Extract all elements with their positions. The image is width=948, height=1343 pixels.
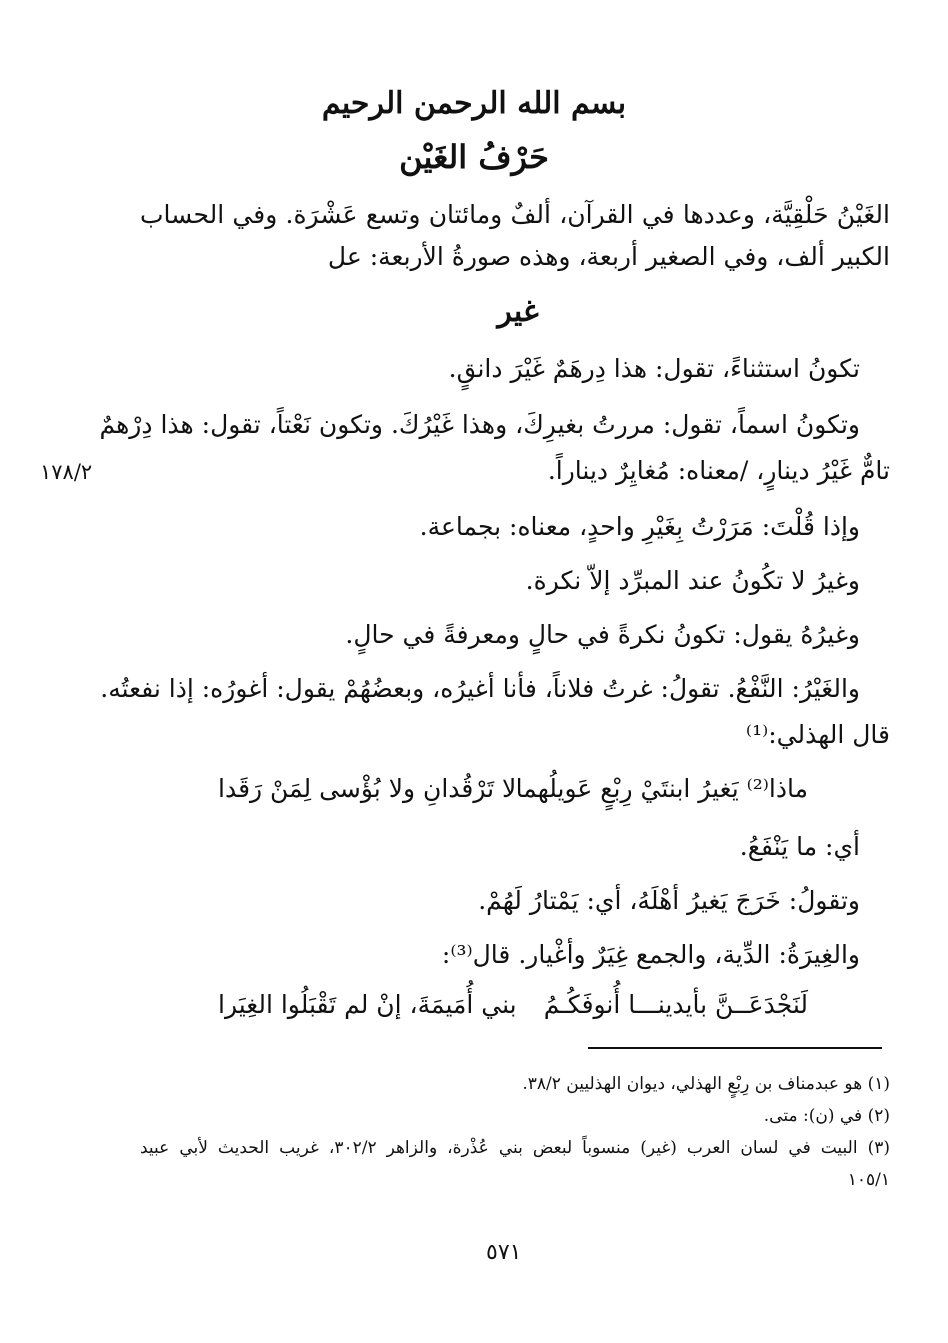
basmala: بسم الله الرحمن الرحيم — [321, 86, 627, 121]
intro-line-2: الكبير ألف، وفي الصغير أربعة، وهذه صورةُ الأربعة: عل — [327, 242, 890, 271]
entry-heading: غير — [497, 294, 539, 329]
footnote-2: (٢) في (ن): متى. — [763, 1106, 890, 1126]
intro-line-1: الغَيْنُ حَلْقِيَّة، وعددها في القرآن، ألفٌ ومائتان وتسع عَشْرَة. وفي الحساب — [140, 200, 890, 229]
body-line-4: وإذا قُلْتَ: مَرَرْتُ بِغَيْرِ واحدٍ، معناه: بجماعة. — [419, 512, 860, 541]
verse-2-second-hemistich: بني أُمَيمَةَ، إنْ لم تَقْبَلُوا الغِيَرا — [218, 990, 517, 1019]
verse-1-second-hemistich: لا تَرْقُدانِ ولا بُؤْسى لِمَنْ رَقَدا — [218, 774, 517, 803]
body-line-11: والغِيرَةُ: الدِّية، والجمع غِيَرٌ وأغْيار. قال⁽³⁾: — [441, 940, 860, 969]
footnote-separator — [588, 1047, 882, 1049]
body-line-8: قال الهذلي:⁽¹⁾ — [745, 720, 890, 749]
chapter-title: حَرْفُ الغَيْن — [399, 138, 549, 176]
margin-reference: ١٧٨/٢ — [40, 460, 93, 484]
page-number: ٥٧١ — [486, 1240, 522, 1265]
body-line-9: أي: ما يَنْفَعُ. — [739, 832, 860, 861]
body-line-3: تامٌّ غَيْرُ دينارٍ، /معناه: مُغايِرٌ ديناراً. — [547, 456, 890, 485]
body-line-10: وتقولُ: خَرَجَ يَغيرُ أهْلَهُ، أي: يَمْتارُ لَهُمْ. — [478, 886, 860, 915]
verse-1-first-hemistich: ماذا⁽²⁾ يَغيرُ ابنتَيْ رِبْعٍ عَويلُهما — [515, 774, 808, 803]
footnote-3-continuation: ١٠٥/١ — [847, 1170, 890, 1190]
verse-2-first-hemistich: لَنَجْدَعَــنَّ بأيدينـــا أُنوفَكُـمُ — [543, 990, 808, 1019]
body-line-6: وغيرُهُ يقول: تكونُ نكرةً في حالٍ ومعرفةً في حالٍ. — [345, 620, 860, 649]
body-line-2: وتكونُ اسماً، تقول: مررتُ بغيرِكَ، وهذا غَيْرُكَ. وتكون نَعْتاً، تقول: هذا دِرْهمٌ — [99, 410, 860, 439]
footnote-1: (١) هو عبدمناف بن رِبْعٍ الهذلي، ديوان الهذليين ٣٨/٢. — [522, 1074, 890, 1094]
footnote-3: (٣) البيت في لسان العرب (غير) منسوباً لبعض بني عُذْرة، والزاهر ٣٠٢/٢، غريب الحديث لأبي عبيد — [140, 1138, 890, 1158]
body-line-7: والغَيْرُ: النَّفْعُ. تقولُ: غرتُ فلاناً، فأنا أغيرُه، وبعضُهُمْ يقول: أغورُه: إذا نفعتُه. — [100, 674, 860, 703]
body-line-5: وغيرُ لا تكُونُ عند المبرِّد إلاّ نكرة. — [525, 566, 860, 595]
body-line-1: تكونُ استثناءً، تقول: هذا دِرهَمٌ غَيْرَ دانقٍ. — [448, 354, 860, 383]
